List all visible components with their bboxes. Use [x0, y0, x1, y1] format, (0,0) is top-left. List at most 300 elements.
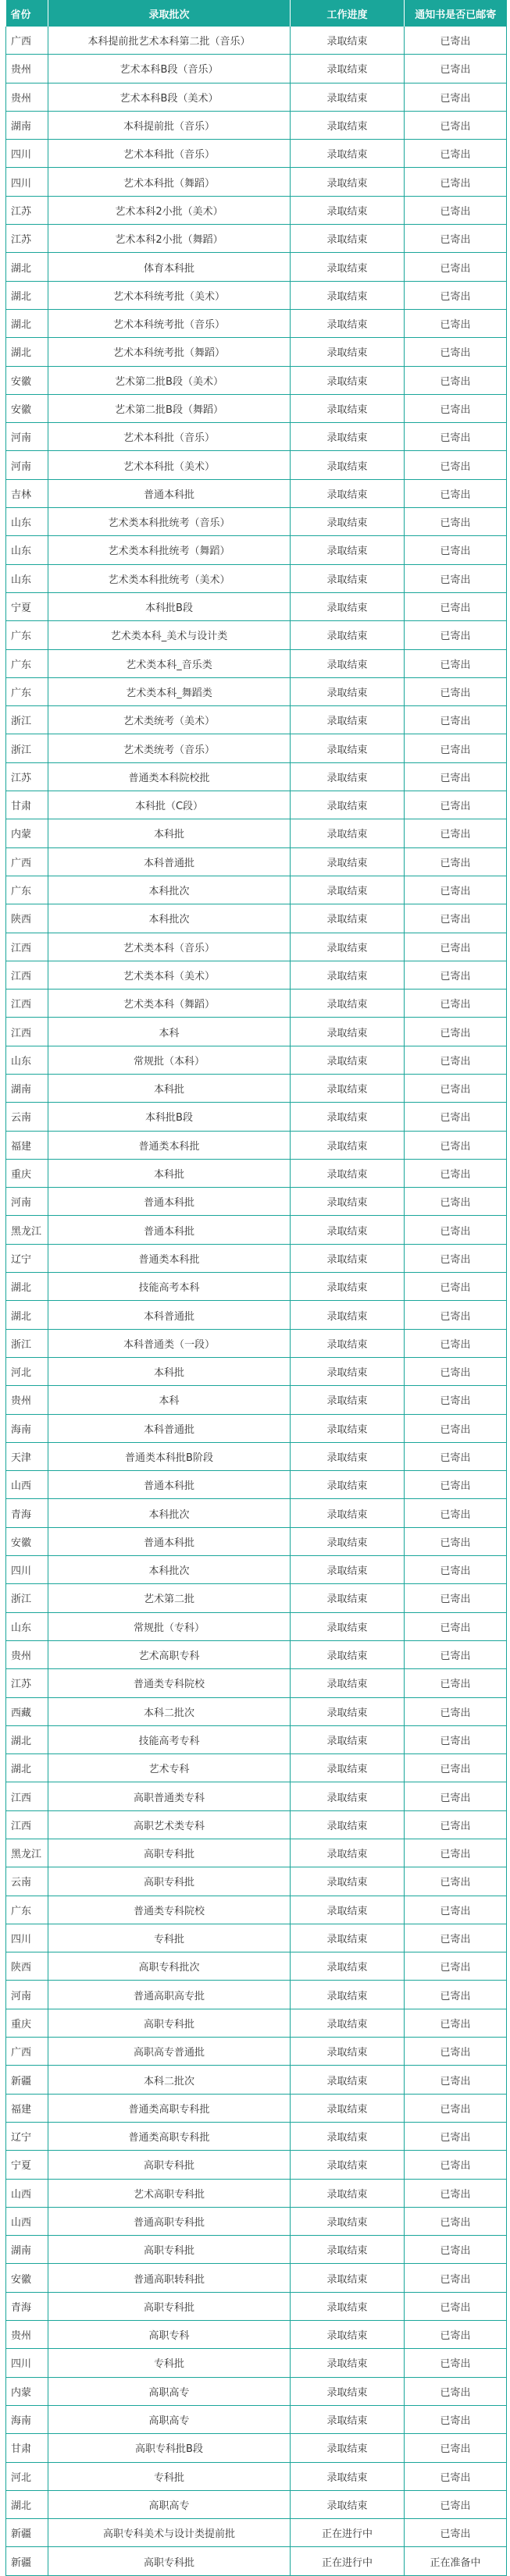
cell-batch: 技能高考本科	[48, 1273, 291, 1301]
cell-province: 云南	[6, 1867, 48, 1896]
cell-mail-status: 已寄出	[405, 253, 507, 281]
cell-province: 辽宁	[6, 1244, 48, 1272]
cell-progress: 录取结束	[291, 168, 405, 196]
cell-mail-status: 已寄出	[405, 1074, 507, 1102]
cell-progress: 录取结束	[291, 423, 405, 451]
cell-province: 贵州	[6, 1386, 48, 1414]
cell-batch: 艺术类本科（舞蹈）	[48, 990, 291, 1018]
table-row	[6, 2547, 507, 2575]
cell-province: 四川	[6, 2349, 48, 2377]
table-row	[6, 55, 507, 83]
cell-mail-status: 已寄出	[405, 338, 507, 366]
cell-mail-status: 已寄出	[405, 876, 507, 904]
table-row	[6, 1867, 507, 1896]
cell-mail-status: 已寄出	[405, 1725, 507, 1753]
cell-batch: 本科普通批	[48, 1414, 291, 1442]
cell-batch: 艺术类本科（美术）	[48, 961, 291, 989]
cell-province: 湖北	[6, 1301, 48, 1329]
cell-mail-status: 已寄出	[405, 1754, 507, 1782]
cell-mail-status: 已寄出	[405, 2236, 507, 2264]
cell-province: 湖北	[6, 2490, 48, 2518]
cell-mail-status: 已寄出	[405, 649, 507, 677]
cell-mail-status: 已寄出	[405, 791, 507, 819]
cell-mail-status: 已寄出	[405, 309, 507, 337]
cell-province: 湖北	[6, 309, 48, 337]
table-row	[6, 394, 507, 422]
cell-province: 辽宁	[6, 2122, 48, 2150]
cell-mail-status: 已寄出	[405, 1188, 507, 1216]
cell-mail-status: 已寄出	[405, 1612, 507, 1640]
cell-progress: 录取结束	[291, 2009, 405, 2037]
cell-batch: 本科	[48, 1386, 291, 1414]
cell-province: 湖北	[6, 338, 48, 366]
cell-province: 江西	[6, 961, 48, 989]
table-row	[6, 564, 507, 592]
cell-mail-status: 已寄出	[405, 2179, 507, 2207]
table-row	[6, 1301, 507, 1329]
table-row	[6, 2151, 507, 2179]
table-row	[6, 1952, 507, 1981]
table-row	[6, 2038, 507, 2066]
cell-batch: 艺术本科批（音乐）	[48, 423, 291, 451]
admission-table-container	[5, 0, 506, 2576]
cell-mail-status: 已寄出	[405, 762, 507, 791]
cell-mail-status: 已寄出	[405, 1810, 507, 1839]
table-row	[6, 366, 507, 394]
cell-batch: 艺术高职专科批	[48, 2179, 291, 2207]
cell-batch: 高职高专	[48, 2490, 291, 2518]
table-row	[6, 1640, 507, 1668]
cell-mail-status: 已寄出	[405, 677, 507, 705]
cell-province: 四川	[6, 168, 48, 196]
cell-province: 江西	[6, 933, 48, 961]
cell-province: 宁夏	[6, 592, 48, 620]
table-row	[6, 140, 507, 168]
cell-progress: 录取结束	[291, 933, 405, 961]
table-row	[6, 1273, 507, 1301]
cell-province: 江西	[6, 990, 48, 1018]
cell-progress: 录取结束	[291, 1131, 405, 1159]
table-header-row	[6, 0, 507, 27]
cell-batch: 艺术本科2小批（舞蹈）	[48, 225, 291, 253]
cell-mail-status: 已寄出	[405, 592, 507, 620]
cell-mail-status: 已寄出	[405, 451, 507, 479]
cell-mail-status: 已寄出	[405, 196, 507, 224]
cell-progress: 录取结束	[291, 1839, 405, 1867]
cell-province: 浙江	[6, 1329, 48, 1357]
cell-batch: 本科普通批	[48, 1301, 291, 1329]
cell-batch: 高职高专普通批	[48, 2038, 291, 2066]
cell-batch: 艺术本科2小批（美术）	[48, 196, 291, 224]
cell-province: 江苏	[6, 762, 48, 791]
cell-mail-status: 已寄出	[405, 933, 507, 961]
table-row	[6, 1499, 507, 1527]
table-row	[6, 281, 507, 309]
table-row	[6, 933, 507, 961]
cell-progress: 录取结束	[291, 111, 405, 139]
cell-mail-status: 已寄出	[405, 1527, 507, 1555]
cell-province: 内蒙	[6, 2377, 48, 2405]
cell-batch: 艺术类统考（音乐）	[48, 734, 291, 762]
cell-province: 内蒙	[6, 819, 48, 847]
cell-province: 湖北	[6, 1273, 48, 1301]
cell-progress: 录取结束	[291, 1074, 405, 1102]
cell-mail-status: 已寄出	[405, 1046, 507, 1074]
table-row	[6, 2434, 507, 2462]
cell-province: 湖南	[6, 111, 48, 139]
cell-progress: 录取结束	[291, 1244, 405, 1272]
cell-progress: 录取结束	[291, 847, 405, 876]
cell-province: 青海	[6, 1499, 48, 1527]
cell-mail-status: 已寄出	[405, 479, 507, 507]
cell-batch: 普通类本科批B阶段	[48, 1442, 291, 1470]
cell-province: 江苏	[6, 1669, 48, 1697]
cell-province: 安徽	[6, 1527, 48, 1555]
cell-province: 江西	[6, 1018, 48, 1046]
cell-batch: 高职专科批	[48, 1839, 291, 1867]
cell-mail-status: 已寄出	[405, 1357, 507, 1385]
table-row	[6, 83, 507, 111]
cell-mail-status: 已寄出	[405, 111, 507, 139]
cell-progress: 录取结束	[291, 1556, 405, 1584]
cell-batch: 艺术高职专科	[48, 1640, 291, 1668]
cell-progress: 录取结束	[291, 677, 405, 705]
cell-province: 山东	[6, 508, 48, 536]
cell-batch: 高职专科批	[48, 1867, 291, 1896]
cell-province: 重庆	[6, 1159, 48, 1187]
cell-progress: 录取结束	[291, 904, 405, 933]
cell-province: 新疆	[6, 2066, 48, 2094]
table-row	[6, 961, 507, 989]
cell-progress: 录取结束	[291, 1471, 405, 1499]
cell-mail-status: 已寄出	[405, 2377, 507, 2405]
cell-progress: 录取结束	[291, 2179, 405, 2207]
cell-progress: 录取结束	[291, 508, 405, 536]
cell-province: 湖北	[6, 281, 48, 309]
cell-progress: 录取结束	[291, 2377, 405, 2405]
cell-mail-status: 已寄出	[405, 2490, 507, 2518]
table-row	[6, 819, 507, 847]
cell-mail-status: 已寄出	[405, 168, 507, 196]
cell-progress: 录取结束	[291, 1159, 405, 1187]
table-row	[6, 2292, 507, 2320]
cell-batch: 本科批（C段）	[48, 791, 291, 819]
cell-province: 新疆	[6, 2519, 48, 2547]
table-row	[6, 1046, 507, 1074]
cell-progress: 录取结束	[291, 2434, 405, 2462]
cell-province: 贵州	[6, 83, 48, 111]
cell-province: 广东	[6, 1896, 48, 1924]
cell-province: 四川	[6, 140, 48, 168]
cell-progress: 录取结束	[291, 225, 405, 253]
cell-batch: 本科批	[48, 1074, 291, 1102]
table-row	[6, 1556, 507, 1584]
cell-progress: 正在进行中	[291, 2547, 405, 2575]
cell-batch: 普通类高职专科批	[48, 2122, 291, 2150]
cell-batch: 高职专科	[48, 2321, 291, 2349]
cell-province: 湖南	[6, 2236, 48, 2264]
cell-mail-status: 已寄出	[405, 1103, 507, 1131]
table-row	[6, 2462, 507, 2490]
cell-batch: 高职高专	[48, 2377, 291, 2405]
cell-progress: 录取结束	[291, 1810, 405, 1839]
cell-batch: 艺术类统考（美术）	[48, 706, 291, 734]
cell-province: 安徽	[6, 394, 48, 422]
cell-progress: 录取结束	[291, 1584, 405, 1612]
cell-progress: 录取结束	[291, 1188, 405, 1216]
cell-progress: 录取结束	[291, 394, 405, 422]
table-row	[6, 1159, 507, 1187]
table-row	[6, 111, 507, 139]
cell-mail-status: 已寄出	[405, 1329, 507, 1357]
cell-mail-status: 已寄出	[405, 1981, 507, 2009]
table-row	[6, 1584, 507, 1612]
cell-batch: 普通本科批	[48, 479, 291, 507]
cell-batch: 高职专科批	[48, 2547, 291, 2575]
cell-batch: 本科批	[48, 1159, 291, 1187]
cell-progress: 录取结束	[291, 55, 405, 83]
cell-batch: 艺术第二批	[48, 1584, 291, 1612]
table-row	[6, 1244, 507, 1272]
table-row	[6, 1103, 507, 1131]
cell-batch: 本科提前批（音乐）	[48, 111, 291, 139]
cell-mail-status: 已寄出	[405, 706, 507, 734]
table-row	[6, 2321, 507, 2349]
cell-progress: 录取结束	[291, 338, 405, 366]
cell-batch: 艺术类本科批统考（美术）	[48, 564, 291, 592]
cell-mail-status: 已寄出	[405, 55, 507, 83]
cell-province: 山东	[6, 536, 48, 564]
cell-mail-status: 已寄出	[405, 2434, 507, 2462]
cell-mail-status: 已寄出	[405, 2207, 507, 2235]
cell-batch: 艺术本科统考批（舞蹈）	[48, 338, 291, 366]
cell-mail-status: 已寄出	[405, 536, 507, 564]
cell-progress: 录取结束	[291, 309, 405, 337]
table-row	[6, 621, 507, 649]
cell-batch: 本科批B段	[48, 1103, 291, 1131]
table-row	[6, 2094, 507, 2122]
table-row	[6, 536, 507, 564]
cell-mail-status: 已寄出	[405, 1471, 507, 1499]
cell-progress: 录取结束	[291, 253, 405, 281]
cell-progress: 录取结束	[291, 876, 405, 904]
cell-mail-status: 已寄出	[405, 2009, 507, 2037]
cell-batch: 普通类本科院校批	[48, 762, 291, 791]
cell-batch: 普通类专科院校	[48, 1896, 291, 1924]
table-row	[6, 762, 507, 791]
cell-progress: 录取结束	[291, 366, 405, 394]
cell-progress: 录取结束	[291, 1442, 405, 1470]
cell-batch: 艺术本科批（美术）	[48, 451, 291, 479]
cell-mail-status: 已寄出	[405, 1499, 507, 1527]
cell-progress: 录取结束	[291, 1669, 405, 1697]
cell-progress: 录取结束	[291, 1103, 405, 1131]
cell-batch: 本科二批次	[48, 2066, 291, 2094]
cell-progress: 录取结束	[291, 1725, 405, 1753]
cell-province: 安徽	[6, 366, 48, 394]
cell-province: 陕西	[6, 904, 48, 933]
cell-mail-status: 已寄出	[405, 1442, 507, 1470]
cell-province: 广东	[6, 649, 48, 677]
table-row	[6, 734, 507, 762]
cell-province: 湖北	[6, 1754, 48, 1782]
cell-province: 广东	[6, 876, 48, 904]
table-row	[6, 791, 507, 819]
cell-mail-status: 已寄出	[405, 394, 507, 422]
cell-progress: 录取结束	[291, 140, 405, 168]
cell-batch: 普通类本科批	[48, 1244, 291, 1272]
cell-progress: 录取结束	[291, 1981, 405, 2009]
cell-progress: 录取结束	[291, 706, 405, 734]
table-row	[6, 1414, 507, 1442]
cell-batch: 艺术本科统考批（美术）	[48, 281, 291, 309]
cell-mail-status: 已寄出	[405, 1301, 507, 1329]
cell-mail-status: 已寄出	[405, 2462, 507, 2490]
cell-province: 海南	[6, 1414, 48, 1442]
table-row	[6, 1924, 507, 1952]
cell-progress: 录取结束	[291, 1414, 405, 1442]
cell-province: 广西	[6, 847, 48, 876]
cell-mail-status: 已寄出	[405, 990, 507, 1018]
cell-batch: 艺术本科批（音乐）	[48, 140, 291, 168]
cell-province: 河北	[6, 2462, 48, 2490]
cell-mail-status: 已寄出	[405, 2292, 507, 2320]
cell-batch: 高职专科批	[48, 2236, 291, 2264]
table-row	[6, 2377, 507, 2405]
table-row	[6, 876, 507, 904]
cell-batch: 艺术类本科批统考（舞蹈）	[48, 536, 291, 564]
table-row	[6, 1131, 507, 1159]
cell-batch: 本科批	[48, 1357, 291, 1385]
header-mail-status: 通知书是否已邮寄	[405, 0, 507, 27]
table-row	[6, 309, 507, 337]
cell-batch: 艺术本科B段（音乐）	[48, 55, 291, 83]
cell-mail-status: 已寄出	[405, 734, 507, 762]
cell-mail-status: 已寄出	[405, 1697, 507, 1725]
cell-province: 浙江	[6, 734, 48, 762]
cell-batch: 高职专科批	[48, 2292, 291, 2320]
cell-batch: 艺术专科	[48, 1754, 291, 1782]
table-row	[6, 2349, 507, 2377]
table-row	[6, 706, 507, 734]
cell-province: 重庆	[6, 2009, 48, 2037]
cell-province: 山西	[6, 1471, 48, 1499]
cell-mail-status: 已寄出	[405, 423, 507, 451]
cell-province: 山西	[6, 2179, 48, 2207]
cell-batch: 艺术本科统考批（音乐）	[48, 309, 291, 337]
cell-province: 四川	[6, 1556, 48, 1584]
cell-batch: 高职专科批B段	[48, 2434, 291, 2462]
cell-progress: 录取结束	[291, 1499, 405, 1527]
cell-progress: 录取结束	[291, 1216, 405, 1244]
cell-batch: 艺术第二批B段（美术）	[48, 366, 291, 394]
cell-progress: 录取结束	[291, 2207, 405, 2235]
cell-province: 安徽	[6, 2264, 48, 2292]
cell-progress: 录取结束	[291, 1924, 405, 1952]
cell-province: 湖北	[6, 253, 48, 281]
table-row	[6, 1074, 507, 1102]
table-row	[6, 2009, 507, 2037]
cell-mail-status: 已寄出	[405, 1669, 507, 1697]
cell-province: 浙江	[6, 1584, 48, 1612]
cell-mail-status: 已寄出	[405, 83, 507, 111]
table-row	[6, 2264, 507, 2292]
cell-progress: 录取结束	[291, 2292, 405, 2320]
cell-batch: 专科批	[48, 1924, 291, 1952]
cell-batch: 专科批	[48, 2349, 291, 2377]
cell-batch: 普通高职高专批	[48, 1981, 291, 2009]
table-row	[6, 2066, 507, 2094]
table-row	[6, 1188, 507, 1216]
table-row	[6, 27, 507, 55]
cell-province: 湖北	[6, 1725, 48, 1753]
cell-batch: 高职专科批	[48, 2151, 291, 2179]
cell-batch: 本科批次	[48, 1556, 291, 1584]
cell-batch: 普通类高职专科批	[48, 2094, 291, 2122]
cell-mail-status: 已寄出	[405, 1782, 507, 1810]
table-row	[6, 2207, 507, 2235]
cell-batch: 高职艺术类专科	[48, 1810, 291, 1839]
table-row	[6, 1725, 507, 1753]
cell-province: 山东	[6, 1046, 48, 1074]
cell-progress: 录取结束	[291, 2405, 405, 2433]
cell-batch: 艺术类本科_舞蹈类	[48, 677, 291, 705]
cell-mail-status: 已寄出	[405, 1584, 507, 1612]
cell-mail-status: 已寄出	[405, 2405, 507, 2433]
cell-progress: 录取结束	[291, 1046, 405, 1074]
cell-batch: 技能高考专科	[48, 1725, 291, 1753]
cell-mail-status: 已寄出	[405, 1216, 507, 1244]
cell-progress: 录取结束	[291, 2264, 405, 2292]
cell-province: 江西	[6, 1782, 48, 1810]
table-row	[6, 1386, 507, 1414]
cell-batch: 本科普通批	[48, 847, 291, 876]
cell-progress: 录取结束	[291, 564, 405, 592]
admission-table	[5, 0, 507, 2576]
cell-progress: 录取结束	[291, 621, 405, 649]
cell-progress: 录取结束	[291, 1301, 405, 1329]
cell-batch: 常规批（本科）	[48, 1046, 291, 1074]
cell-mail-status: 已寄出	[405, 1640, 507, 1668]
cell-batch: 本科	[48, 1018, 291, 1046]
cell-province: 山东	[6, 564, 48, 592]
cell-province: 甘肃	[6, 791, 48, 819]
cell-province: 贵州	[6, 1640, 48, 1668]
table-row	[6, 1669, 507, 1697]
cell-progress: 录取结束	[291, 2151, 405, 2179]
table-row	[6, 338, 507, 366]
table-row	[6, 1782, 507, 1810]
cell-province: 海南	[6, 2405, 48, 2433]
table-row	[6, 253, 507, 281]
cell-progress: 录取结束	[291, 819, 405, 847]
table-row	[6, 649, 507, 677]
cell-batch: 高职专科批次	[48, 1952, 291, 1981]
table-row	[6, 1471, 507, 1499]
cell-batch: 艺术第二批B段（舞蹈）	[48, 394, 291, 422]
cell-mail-status: 已寄出	[405, 508, 507, 536]
cell-mail-status: 已寄出	[405, 2519, 507, 2547]
table-row	[6, 2405, 507, 2433]
cell-mail-status: 已寄出	[405, 847, 507, 876]
table-row	[6, 2122, 507, 2150]
cell-progress: 录取结束	[291, 1640, 405, 1668]
cell-progress: 录取结束	[291, 1952, 405, 1981]
cell-batch: 高职专科批	[48, 2009, 291, 2037]
table-body	[6, 27, 507, 2575]
cell-batch: 艺术类本科批统考（音乐）	[48, 508, 291, 536]
cell-mail-status: 已寄出	[405, 2264, 507, 2292]
